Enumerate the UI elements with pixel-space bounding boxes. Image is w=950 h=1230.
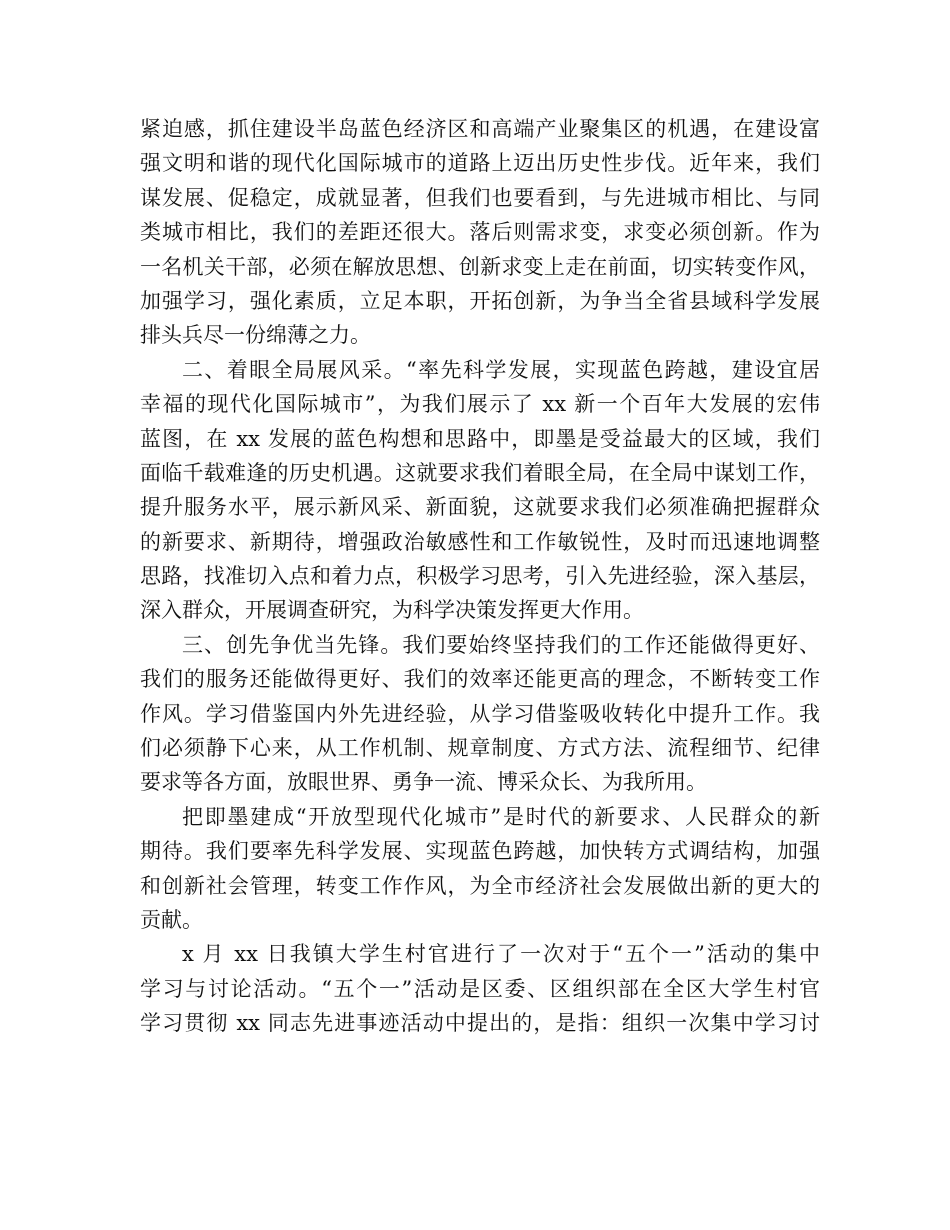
text-line: 贡献。 [140,907,203,932]
document-body [140,112,820,1041]
text-line: 学习与讨论活动。“五个一”活动是区委、区组织部在全区大学生村官 [140,976,820,1001]
text-line: 提升服务水平，展示新风采、新面貌，这就要求我们必须准确把握群众 [140,495,820,520]
text-line: 们必须静下心来，从工作机制、规章制度、方式方法、流程细节、纪律 [140,736,820,761]
text-line: 我们的服务还能做得更好、我们的效率还能更高的理念，不断转变工作 [140,667,820,692]
text-line: 三、创先争优当先锋。我们要始终坚持我们的工作还能做得更好、 [182,632,820,657]
text-line: 强文明和谐的现代化国际城市的道路上迈出历史性步伐。近年来，我们 [140,151,820,176]
text-line: 面临千载难逢的历史机遇。这就要求我们着眼全局，在全局中谋划工作， [140,460,820,485]
text-line: 期待。我们要率先科学发展、实现蓝色跨越，加快转方式调结构，加强 [140,839,820,864]
text-line: 和创新社会管理，转变工作作风，为全市经济社会发展做出新的更大的 [140,873,820,898]
text-line: 谋发展、促稳定，成就显著，但我们也要看到，与先进城市相比、与同 [140,185,820,210]
text-line: 类城市相比，我们的差距还很大。落后则需求变，求变必须创新。作为 [140,220,820,245]
text-line: 蓝图，在 xx 发展的蓝色构想和思路中，即墨是受益最大的区域，我们 [140,426,820,451]
text-line: 加强学习，强化素质，立足本职，开拓创新，为争当全省县域科学发展 [140,288,820,313]
text-line: 一名机关干部，必须在解放思想、创新求变上走在前面，切实转变作风， [140,254,820,279]
text-line: 二、着眼全局展风采。“率先科学发展，实现蓝色跨越，建设宜居 [182,357,820,382]
text-line: 思路，找准切入点和着力点，积极学习思考，引入先进经验，深入基层， [140,564,820,589]
text-line: 要求等各方面，放眼世界、勇争一流、博采众长、为我所用。 [140,770,707,795]
text-line: 排头兵尽一份绵薄之力。 [140,323,371,348]
text-line: 学习贯彻 xx 同志先进事迹活动中提出的，是指：组织一次集中学习讨 [140,1011,820,1036]
text-line: 紧迫感，抓住建设半岛蓝色经济区和高端产业聚集区的机遇，在建设富 [140,117,820,141]
text-line: 作风。学习借鉴国内外先进经验，从学习借鉴吸收转化中提升工作。我 [140,701,820,726]
text-line: x 月 xx 日我镇大学生村官进行了一次对于“五个一”活动的集中 [182,942,820,967]
text-line: 把即墨建成“开放型现代化城市”是时代的新要求、人民群众的新 [182,804,820,829]
text-line: 幸福的现代化国际城市”，为我们展示了 xx 新一个百年大发展的宏伟 [140,392,820,417]
text-line: 深入群众，开展调查研究，为科学决策发挥更大作用。 [140,598,644,623]
text-line: 的新要求、新期待，增强政治敏感性和工作敏锐性，及时而迅速地调整 [140,529,820,554]
